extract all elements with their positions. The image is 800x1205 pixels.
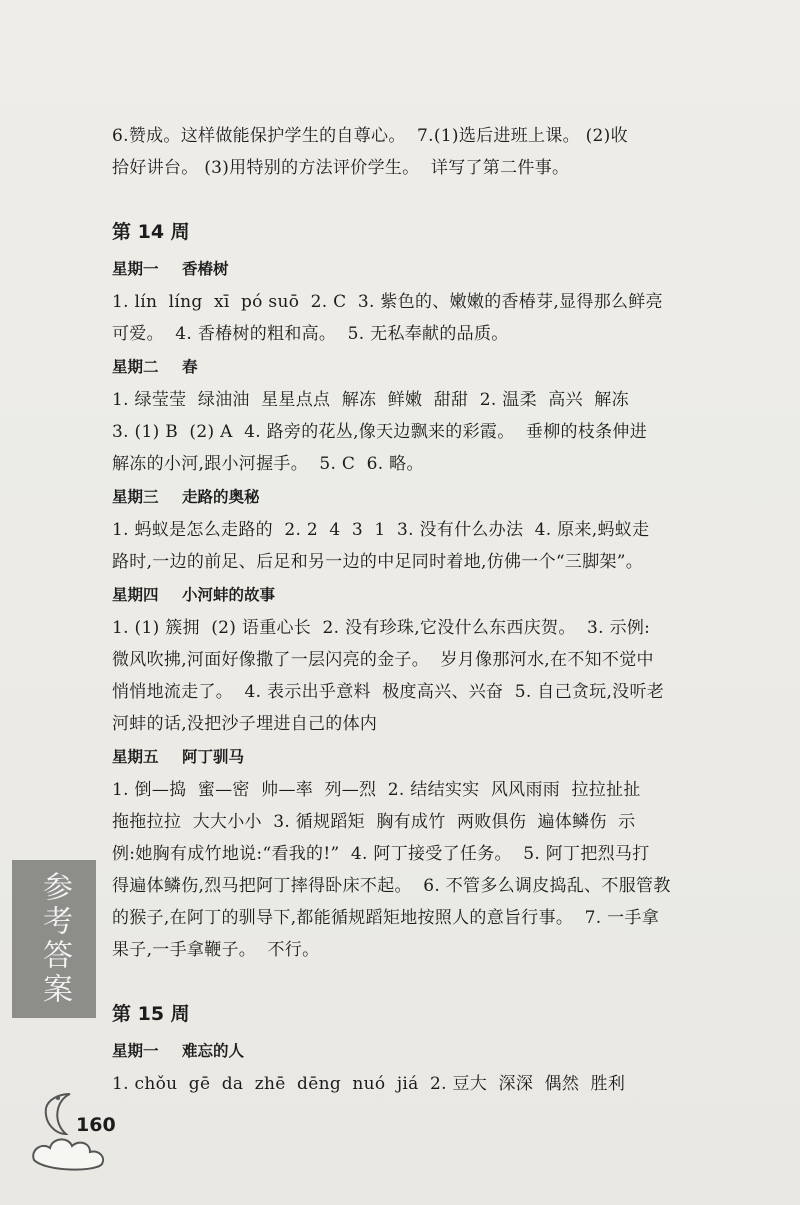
answer-line: 悄悄地流走了。 4. 表示出乎意料 极度高兴、兴奋 5. 自己贪玩,没听老 (112, 682, 665, 702)
answer-line: 微风吹拂,河面好像撒了一层闪亮的金子。 岁月像那河水,在不知不觉中 (112, 650, 654, 670)
day-heading (112, 1036, 727, 1066)
answer-line: 果子,一手拿鞭子。 不行。 (112, 940, 320, 960)
day-topic: 走路的奥秘 (182, 488, 260, 506)
answer-line: 1. 倒—捣 蜜—密 帅—率 列—烈 2. 结结实实 风风雨雨 拉拉扯扯 (112, 780, 641, 800)
day-topic: 阿丁驯马 (182, 748, 245, 766)
page-number: 160 (76, 1114, 116, 1136)
day-name: 星期三 (112, 488, 159, 506)
day-heading (112, 254, 727, 284)
day-name: 星期一 (112, 260, 159, 278)
answer-line: 解冻的小河,跟小河握手。 5. C 6. 略。 (112, 454, 424, 474)
answer-line: 河蚌的话,没把沙子埋进自己的体内 (112, 714, 378, 734)
answer-line: 1. (1) 簇拥 (2) 语重心长 2. 没有珍珠,它没什么东西庆贺。 3. 示例: (112, 618, 651, 638)
answer-line: 的猴子,在阿丁的驯导下,都能循规蹈矩地按照人的意旨行事。 7. 一手拿 (112, 908, 660, 928)
day-topic: 香椿树 (182, 260, 229, 278)
day-heading (112, 352, 727, 382)
answers-section-label: 参考答案 (37, 871, 72, 1007)
answer-line: 拖拖拉拉 大大小小 3. 循规蹈矩 胸有成竹 两败俱伤 遍体鳞伤 示 (112, 812, 636, 832)
day-name: 星期五 (112, 748, 159, 766)
day-topic: 难忘的人 (182, 1042, 245, 1060)
day-name: 星期二 (112, 358, 159, 376)
answer-line: 1. lín líng xī pó suō 2. C 3. 紫色的、嫩嫩的香椿芽,显得那么鲜亮 (112, 292, 663, 312)
week-15-title: 第 15 周 (112, 1003, 190, 1025)
answers-section-tab (12, 860, 96, 1018)
day-name: 星期一 (112, 1042, 159, 1060)
day-topic: 春 (182, 358, 198, 376)
answer-line: 1. 绿莹莹 绿油油 星星点点 解冻 鲜嫩 甜甜 2. 温柔 高兴 解冻 (112, 390, 629, 410)
intro-line: 6.赞成。这样做能保护学生的自尊心。 7.(1)选后进班上课。 (2)收 (112, 126, 628, 146)
answer-line: 路时,一边的前足、后足和另一边的中足同时着地,仿佛一个“三脚架”。 (112, 552, 644, 572)
week-14-title: 第 14 周 (112, 221, 190, 243)
day-heading (112, 482, 727, 512)
answer-line: 可爱。 4. 香椿树的粗和高。 5. 无私奉献的品质。 (112, 324, 509, 344)
answer-line: 例:她胸有成竹地说:“看我的!” 4. 阿丁接受了任务。 5. 阿丁把烈马打 (112, 844, 650, 864)
day-heading (112, 580, 727, 610)
answer-line: 3. (1) B (2) A 4. 路旁的花丛,像天边飘来的彩霞。 垂柳的枝条伸进 (112, 422, 648, 442)
day-heading (112, 742, 727, 772)
day-topic: 小河蚌的故事 (182, 586, 276, 604)
answer-line: 1. chǒu gē da zhē dēng nuó jiá 2. 豆大 深深 偶然 胜利 (112, 1074, 626, 1094)
answer-line: 1. 蚂蚁是怎么走路的 2. 2 4 3 1 3. 没有什么办法 4. 原来,蚂蚁走 (112, 520, 650, 540)
answer-line: 得遍体鳞伤,烈马把阿丁摔得卧床不起。 6. 不管多么调皮捣乱、不服管教 (112, 876, 671, 896)
content (112, 120, 727, 1100)
day-name: 星期四 (112, 586, 159, 604)
intro-line: 拾好讲台。 (3)用特别的方法评价学生。 详写了第二件事。 (112, 158, 570, 178)
